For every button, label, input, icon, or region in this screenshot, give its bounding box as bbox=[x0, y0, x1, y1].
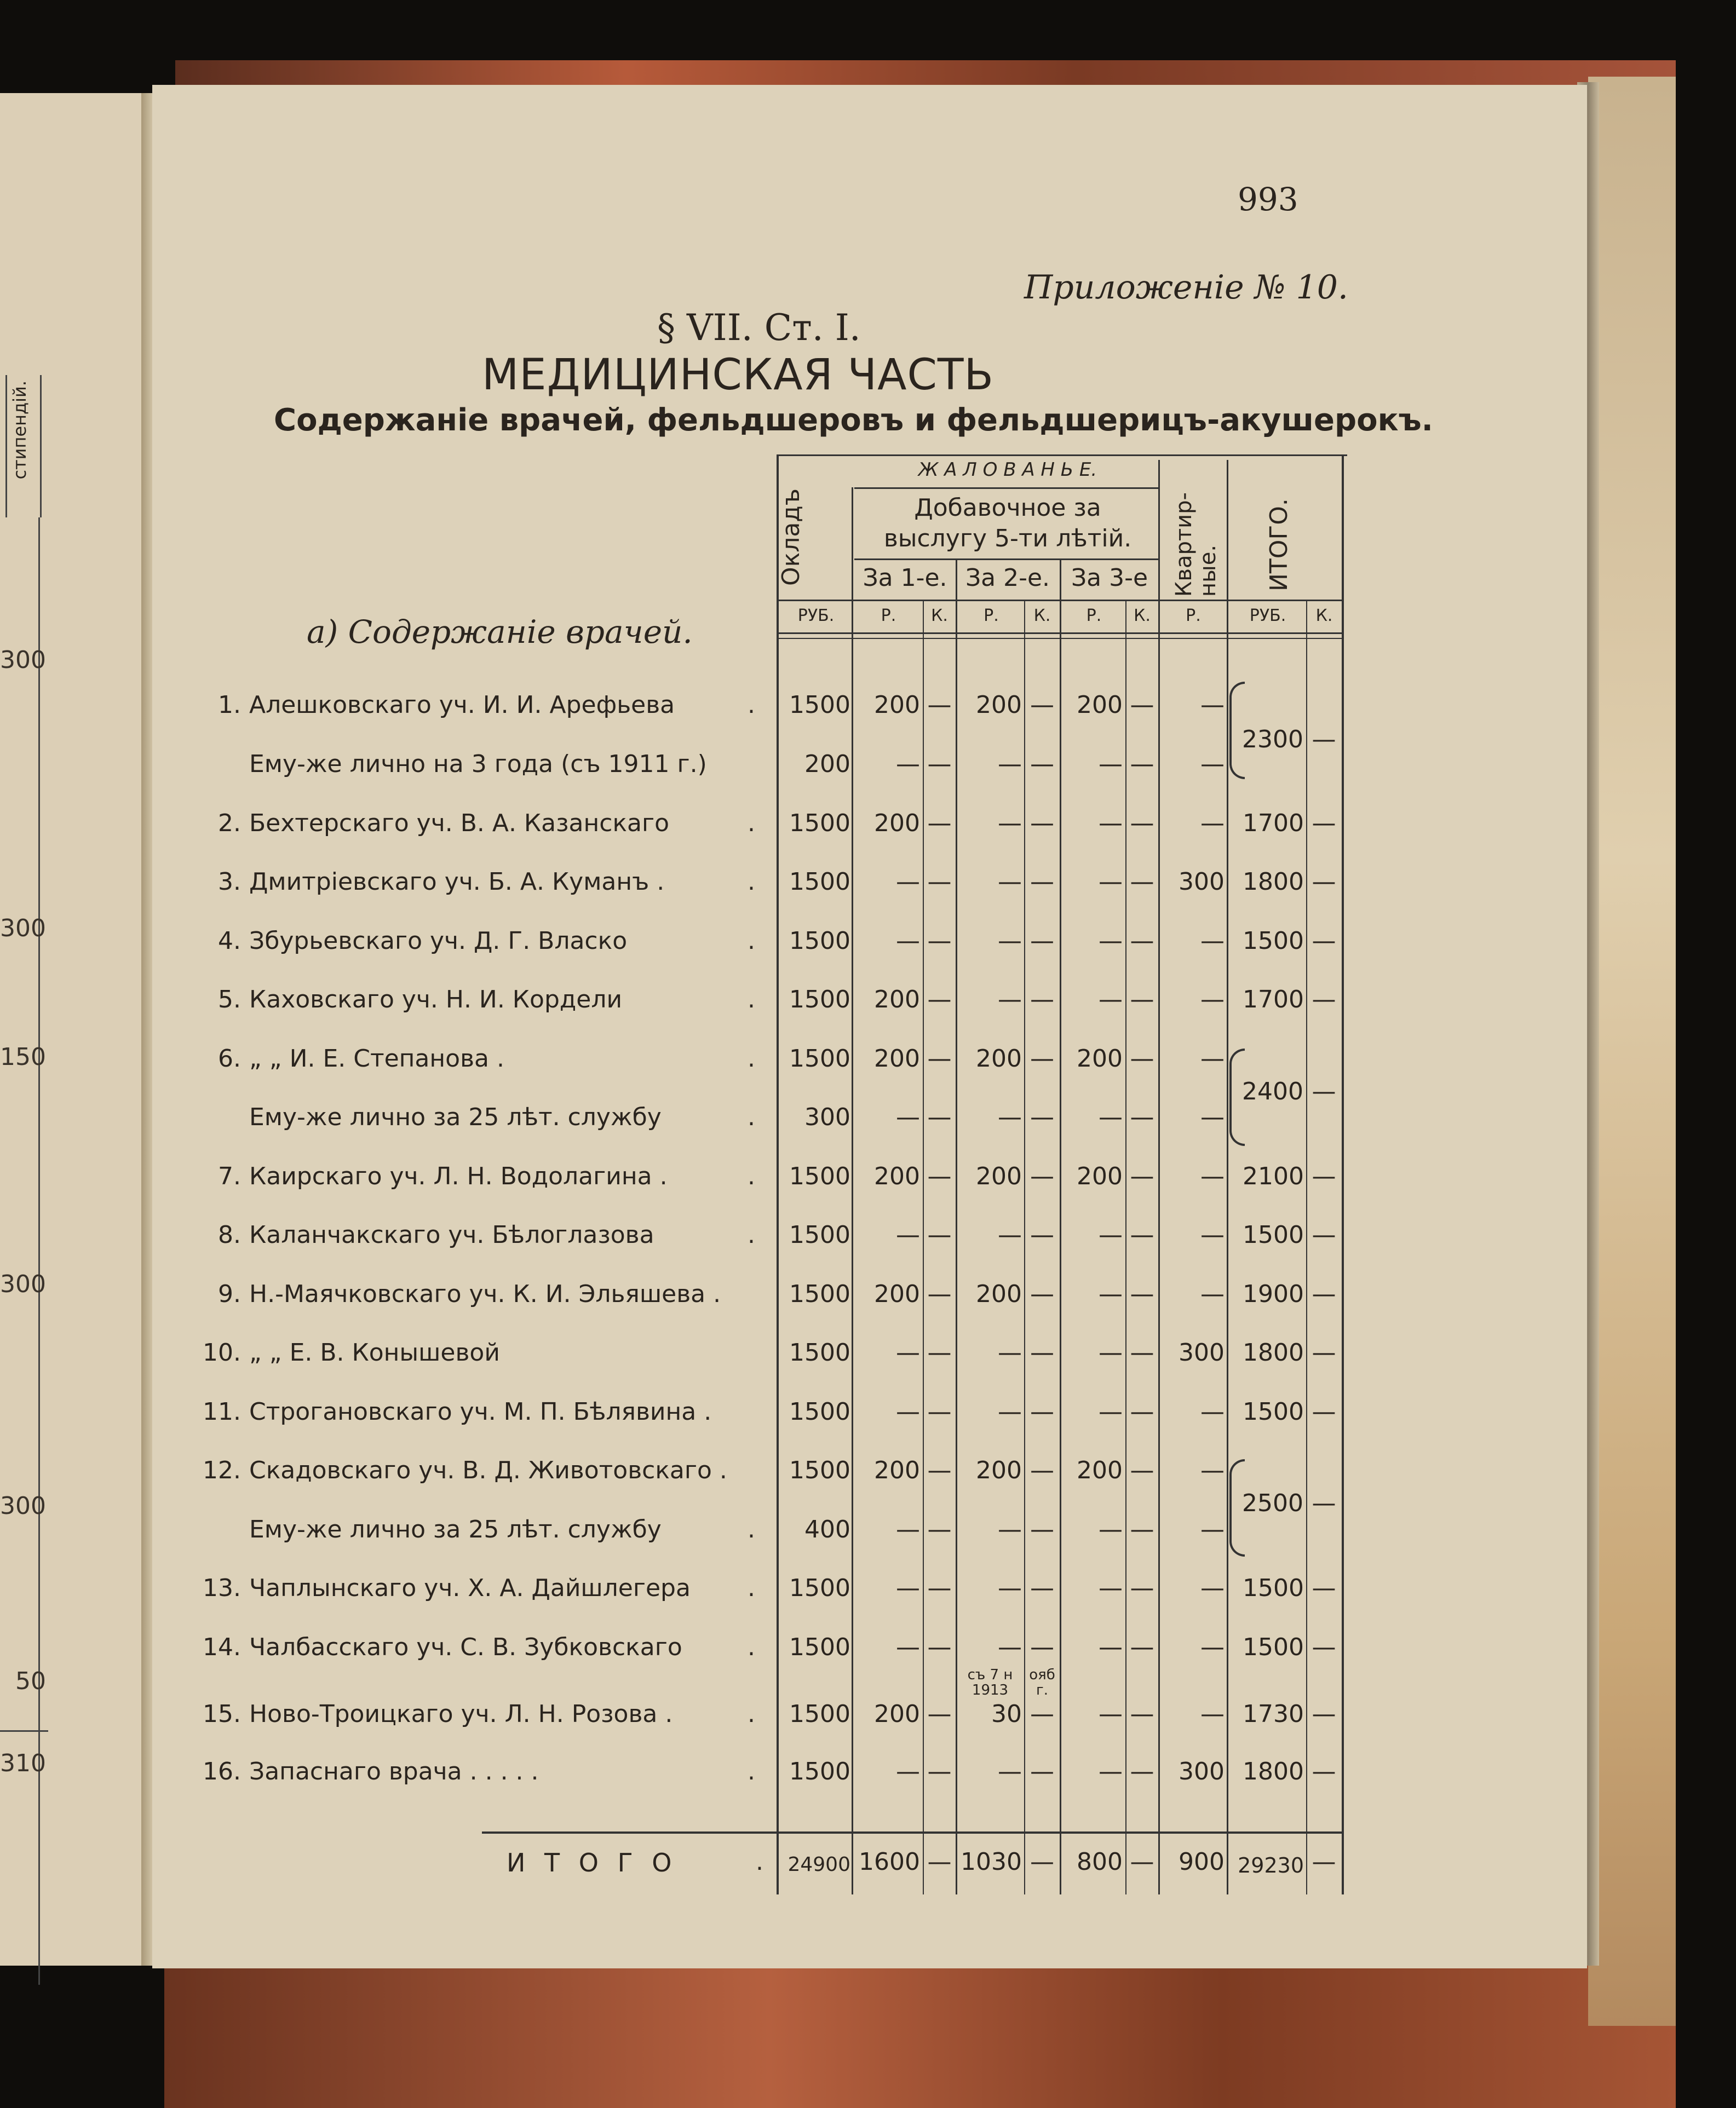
row-number: 13. bbox=[203, 1574, 241, 1602]
cell-kv: — bbox=[1200, 1045, 1225, 1073]
cell-z2r: 200 bbox=[976, 691, 1022, 719]
section-label: § VII. Ст. I. bbox=[657, 307, 861, 349]
row-leader-dot: . bbox=[748, 868, 755, 896]
cell-oklad: 1500 bbox=[789, 1221, 850, 1249]
cell-z3r: — bbox=[1099, 1280, 1123, 1308]
cell-z3r: — bbox=[1099, 868, 1123, 896]
cell-z3r: — bbox=[1099, 1398, 1123, 1426]
cell-oklad: 1500 bbox=[789, 1162, 850, 1190]
cell-itr: 1900 bbox=[1243, 1280, 1304, 1308]
row-leader-dot: . bbox=[748, 986, 755, 1013]
cell-z2k: — bbox=[1030, 986, 1054, 1013]
left-header-text: стипендій. bbox=[9, 381, 30, 480]
cell-z2k: — bbox=[1030, 750, 1054, 778]
left-number: 50 bbox=[15, 1667, 46, 1695]
cell-z2k: — bbox=[1030, 1456, 1054, 1484]
cell-itk: — bbox=[1312, 809, 1336, 837]
cell-oklad: 1500 bbox=[789, 927, 850, 955]
cell-z1k: — bbox=[927, 927, 952, 955]
cell-kv: — bbox=[1200, 1574, 1225, 1602]
row-leader-dot: . bbox=[748, 1162, 755, 1190]
cell-itk: — bbox=[1312, 1398, 1336, 1426]
cell-z2r: — bbox=[998, 1758, 1022, 1786]
cell-z2k: — bbox=[1030, 1574, 1054, 1602]
cell-oklad: 1500 bbox=[789, 1398, 850, 1426]
cell-z1k: — bbox=[927, 1456, 952, 1484]
row-name: Чаплынскаго уч. Х. А. Дайшлегера bbox=[249, 1574, 691, 1602]
left-page-sum-rule bbox=[0, 1730, 48, 1732]
cell-z2k: — bbox=[1030, 1221, 1054, 1249]
cell-kv: — bbox=[1200, 1456, 1225, 1484]
cell-z3r: — bbox=[1099, 1221, 1123, 1249]
cell-itr: 1500 bbox=[1243, 1633, 1304, 1661]
cell-z1r: — bbox=[896, 1103, 920, 1131]
cell-z1k: — bbox=[927, 986, 952, 1013]
total-oklad: 24900 bbox=[787, 1853, 850, 1876]
cell-oklad: 1500 bbox=[789, 1758, 850, 1786]
row-name: Ново-Троицкаго уч. Л. Н. Розова . bbox=[249, 1700, 673, 1728]
cell-oklad: 1500 bbox=[789, 986, 850, 1013]
cell-z3r: — bbox=[1099, 809, 1123, 837]
cell-z1k: — bbox=[927, 809, 952, 837]
cell-kv: — bbox=[1200, 691, 1225, 719]
row-name: Ему-же лично за 25 лѣт. службу bbox=[249, 1516, 662, 1543]
left-number: 300 bbox=[0, 646, 46, 674]
row-leader-dot: . bbox=[748, 691, 755, 719]
cell-z1r: 200 bbox=[874, 986, 920, 1013]
cell-oklad: 1500 bbox=[789, 1045, 850, 1073]
cell-z3r: 200 bbox=[1077, 1045, 1123, 1073]
cell-z1k: — bbox=[927, 1221, 952, 1249]
cell-z2k: — bbox=[1030, 868, 1054, 896]
total-z2k: — bbox=[1030, 1848, 1054, 1876]
cell-z3k: — bbox=[1130, 809, 1154, 837]
cell-oklad: 300 bbox=[804, 1103, 850, 1131]
row-name: Ему-же лично на 3 года (съ 1911 г.) bbox=[249, 750, 707, 778]
total-kv: 900 bbox=[1179, 1848, 1225, 1876]
cell-kv: — bbox=[1200, 1221, 1225, 1249]
cell-oklad: 1500 bbox=[789, 1280, 850, 1308]
cell-itk: — bbox=[1312, 986, 1336, 1013]
cell-z3k: — bbox=[1130, 1162, 1154, 1190]
left-page bbox=[0, 93, 141, 1966]
total-itogo-k: — bbox=[1312, 1848, 1336, 1876]
unit-rub-itogo: РУБ. bbox=[1249, 606, 1286, 625]
cell-z3k: — bbox=[1130, 1045, 1154, 1073]
cell-itk: — bbox=[1312, 1339, 1336, 1367]
cell-z1k: — bbox=[927, 750, 952, 778]
cell-oklad: 1500 bbox=[789, 1339, 850, 1367]
row-leader-dot: . bbox=[748, 1045, 755, 1073]
cell-oklad: 400 bbox=[804, 1516, 850, 1543]
row-number: 12. bbox=[203, 1456, 241, 1484]
row-name: Збурьевскаго уч. Д. Г. Власко bbox=[249, 927, 628, 955]
row-leader-dot: . bbox=[748, 1574, 755, 1602]
cell-z1r: 200 bbox=[874, 1280, 920, 1308]
left-number: 300 bbox=[0, 1492, 46, 1520]
row-leader-dot: . bbox=[748, 1516, 755, 1543]
cell-z2k: — bbox=[1030, 1103, 1054, 1131]
row-number: 16. bbox=[203, 1758, 241, 1786]
cell-z1r: — bbox=[896, 1516, 920, 1543]
cell-itr: 1500 bbox=[1243, 1221, 1304, 1249]
cell-z2k: — bbox=[1030, 1162, 1054, 1190]
cell-z3k: — bbox=[1130, 1103, 1154, 1131]
cell-oklad: 200 bbox=[804, 750, 850, 778]
header-group-rule bbox=[854, 487, 1158, 489]
bracket-total-k: — bbox=[1312, 1489, 1336, 1517]
cell-itk: — bbox=[1312, 1633, 1336, 1661]
cell-z2k: — bbox=[1030, 1758, 1054, 1786]
left-page-header bbox=[5, 375, 42, 517]
row-name: „ „ Е. В. Конышевой bbox=[249, 1339, 500, 1367]
cell-z2r: — bbox=[998, 1221, 1022, 1249]
cell-itk: — bbox=[1312, 868, 1336, 896]
row-name: Бехтерскаго уч. В. А. Казанскаго bbox=[249, 809, 670, 837]
row-number: 11. bbox=[203, 1398, 241, 1426]
col-sep-z2-k bbox=[1024, 600, 1025, 1894]
row-name: Дмитріевскаго уч. Б. А. Куманъ . bbox=[249, 868, 665, 896]
cell-z3k: — bbox=[1130, 1758, 1154, 1786]
bracket-total: 2400 bbox=[1242, 1078, 1303, 1105]
cell-itk: — bbox=[1312, 927, 1336, 955]
cell-z1k: — bbox=[927, 1162, 952, 1190]
left-number: 300 bbox=[0, 1270, 46, 1298]
cell-z2r: — bbox=[998, 809, 1022, 837]
cell-itr: 1800 bbox=[1243, 868, 1304, 896]
cell-oklad: 1500 bbox=[789, 691, 850, 719]
cell-z1k: — bbox=[927, 1045, 952, 1073]
row-15-note-c: ояб bbox=[1029, 1667, 1055, 1683]
cell-z2r: — bbox=[998, 750, 1022, 778]
row-name: Скадовскаго уч. В. Д. Животовскаго . bbox=[249, 1456, 727, 1484]
cell-itr: 1800 bbox=[1243, 1758, 1304, 1786]
cell-z1r: — bbox=[896, 1758, 920, 1786]
cell-z1r: 200 bbox=[874, 809, 920, 837]
unit-r-z3: Р. bbox=[1086, 606, 1102, 625]
cell-kv: — bbox=[1200, 1162, 1225, 1190]
row-15-note-d: г. bbox=[1036, 1682, 1048, 1698]
row-number: 1. bbox=[218, 691, 241, 719]
cell-z2r: 200 bbox=[976, 1456, 1022, 1484]
cell-z3k: — bbox=[1130, 1633, 1154, 1661]
cell-kv: — bbox=[1200, 809, 1225, 837]
book-cover-bottom bbox=[164, 1949, 1676, 2108]
header-za3: За 3-е bbox=[1071, 564, 1148, 592]
cell-z1r: — bbox=[896, 868, 920, 896]
cell-itr: 1700 bbox=[1243, 986, 1304, 1013]
cell-oklad: 1500 bbox=[789, 1456, 850, 1484]
cell-itr: 1800 bbox=[1243, 1339, 1304, 1367]
row-leader-dot: . bbox=[748, 809, 755, 837]
table-top-rule bbox=[778, 454, 1347, 456]
cell-z1r: 200 bbox=[874, 1700, 920, 1728]
cell-z3r: 200 bbox=[1077, 691, 1123, 719]
cell-itr: 1500 bbox=[1243, 1398, 1304, 1426]
cell-oklad: 1500 bbox=[789, 868, 850, 896]
cell-kv: — bbox=[1200, 750, 1225, 778]
row-name: Ему-же лично за 25 лѣт. службу bbox=[249, 1103, 662, 1131]
cell-z2k: — bbox=[1030, 1398, 1054, 1426]
cell-z2k: — bbox=[1030, 691, 1054, 719]
cell-z1k: — bbox=[927, 1633, 952, 1661]
cell-z1r: — bbox=[896, 1633, 920, 1661]
row-number: 5. bbox=[218, 986, 241, 1013]
cell-z2k: — bbox=[1030, 1700, 1054, 1728]
header-dobav: Добавочное за выслугу 5-ти лѣтій. bbox=[883, 494, 1132, 552]
row-name: Каирскаго уч. Л. Н. Водолагина . bbox=[249, 1162, 668, 1190]
cell-z1r: — bbox=[896, 750, 920, 778]
cell-z2r: 200 bbox=[976, 1280, 1022, 1308]
row-number: 2. bbox=[218, 809, 241, 837]
cell-kv: — bbox=[1200, 1516, 1225, 1543]
header-oklad bbox=[777, 488, 805, 586]
cell-kv: — bbox=[1200, 1398, 1225, 1426]
row-leader-dot: . bbox=[748, 1221, 755, 1249]
row-name: Строгановскаго уч. М. П. Бѣлявина . bbox=[249, 1398, 712, 1426]
cell-oklad: 1500 bbox=[789, 1700, 850, 1728]
cell-itr: 1730 bbox=[1243, 1700, 1304, 1728]
cell-z1k: — bbox=[927, 1516, 952, 1543]
cell-oklad: 1500 bbox=[789, 1574, 850, 1602]
header-za2: За 2-е. bbox=[965, 564, 1050, 592]
cell-z1k: — bbox=[927, 691, 952, 719]
row-name: „ „ И. Е. Степанова . bbox=[249, 1045, 504, 1073]
cell-z1r: 200 bbox=[874, 1162, 920, 1190]
table-left-rule bbox=[777, 454, 779, 1894]
cell-z1k: — bbox=[927, 1758, 952, 1786]
cell-z1r: — bbox=[896, 1339, 920, 1367]
bracket-total: 2500 bbox=[1242, 1489, 1303, 1517]
cell-z3k: — bbox=[1130, 1700, 1154, 1728]
cell-z2r: 30 bbox=[991, 1700, 1022, 1728]
cell-z1r: — bbox=[896, 1221, 920, 1249]
row-number: 4. bbox=[218, 927, 241, 955]
cell-itk: — bbox=[1312, 1162, 1336, 1190]
row-number: 3. bbox=[218, 868, 241, 896]
row-15-note-a: съ 7 н bbox=[967, 1667, 1013, 1683]
cell-z3k: — bbox=[1130, 750, 1154, 778]
unit-k-z1: К. bbox=[931, 606, 948, 625]
cell-z3r: — bbox=[1099, 1633, 1123, 1661]
unit-r-kv: Р. bbox=[1186, 606, 1201, 625]
cell-itr: 1500 bbox=[1243, 927, 1304, 955]
book-gutter bbox=[141, 93, 152, 1966]
cell-z3k: — bbox=[1130, 986, 1154, 1013]
unit-r-z2: Р. bbox=[984, 606, 999, 625]
cell-z3r: — bbox=[1099, 1516, 1123, 1543]
cell-z3k: — bbox=[1130, 1221, 1154, 1249]
cell-itk: — bbox=[1312, 1700, 1336, 1728]
cell-z1k: — bbox=[927, 1574, 952, 1602]
col-sep-z3-k bbox=[1125, 600, 1126, 1894]
unit-k-z3: К. bbox=[1134, 606, 1151, 625]
table-right-rule bbox=[1342, 454, 1344, 1894]
cell-kv: — bbox=[1200, 1700, 1225, 1728]
header-group: Ж А Л О В А Н Ь Е. bbox=[918, 459, 1097, 481]
appendix-label: Приложеніе № 10. bbox=[1024, 268, 1348, 307]
sub-heading: а) Содержаніе врачей. bbox=[307, 613, 693, 650]
row-name: Запаснаго врача . . . . . bbox=[249, 1758, 539, 1786]
cell-z2k: — bbox=[1030, 1516, 1054, 1543]
cell-z3k: — bbox=[1130, 868, 1154, 896]
cell-kv: — bbox=[1200, 986, 1225, 1013]
page-title: МЕДИЦИНСКАЯ ЧАСТЬ bbox=[482, 350, 995, 400]
row-leader-dot: . bbox=[748, 1633, 755, 1661]
cell-z2r: — bbox=[998, 927, 1022, 955]
cell-z3r: — bbox=[1099, 1574, 1123, 1602]
header-za1: За 1-е. bbox=[863, 564, 947, 592]
cell-z1r: 200 bbox=[874, 1456, 920, 1484]
row-name: Каланчакскаго уч. Бѣлоглазова bbox=[249, 1221, 654, 1249]
cell-z2r: — bbox=[998, 1339, 1022, 1367]
cell-itk: — bbox=[1312, 1221, 1336, 1249]
header-itogo-col: ИТОГО. bbox=[1265, 498, 1293, 591]
unit-k-itogo: К. bbox=[1315, 606, 1333, 625]
cell-z3r: — bbox=[1099, 1339, 1123, 1367]
cell-z3k: — bbox=[1130, 1456, 1154, 1484]
cell-z3r: — bbox=[1099, 1758, 1123, 1786]
unit-k-z2: К. bbox=[1033, 606, 1051, 625]
total-itogo: 29230 bbox=[1238, 1853, 1304, 1877]
book-cover-right bbox=[1588, 77, 1676, 2026]
cell-z3r: — bbox=[1099, 1700, 1123, 1728]
cell-kv: — bbox=[1200, 1103, 1225, 1131]
left-number: 300 bbox=[0, 914, 46, 942]
cell-z3k: — bbox=[1130, 1516, 1154, 1543]
cell-z1r: 200 bbox=[874, 691, 920, 719]
cell-z3r: 200 bbox=[1077, 1162, 1123, 1190]
total-z1k: — bbox=[927, 1848, 952, 1876]
cell-z1r: — bbox=[896, 1574, 920, 1602]
cell-oklad: 1500 bbox=[789, 1633, 850, 1661]
cell-itk: — bbox=[1312, 1758, 1336, 1786]
cell-z3k: — bbox=[1130, 1574, 1154, 1602]
cell-z2r: 200 bbox=[976, 1045, 1022, 1073]
cell-kv: 300 bbox=[1179, 868, 1225, 896]
cell-itk: — bbox=[1312, 1280, 1336, 1308]
cell-z3r: — bbox=[1099, 927, 1123, 955]
row-number: 15. bbox=[203, 1700, 241, 1728]
row-name: Н.-Маячковскаго уч. К. И. Эльяшева . bbox=[249, 1280, 721, 1308]
row-name: Чалбасскаго уч. С. В. Зубковскаго bbox=[249, 1633, 682, 1661]
cell-itk: — bbox=[1312, 1574, 1336, 1602]
col-sep-itogo-k bbox=[1306, 600, 1307, 1894]
cell-kv: — bbox=[1200, 1280, 1225, 1308]
row-name: Алешковскаго уч. И. И. Арефьева bbox=[249, 691, 675, 719]
cell-z1k: — bbox=[927, 868, 952, 896]
cell-z3r: — bbox=[1099, 750, 1123, 778]
cell-z1k: — bbox=[927, 1398, 952, 1426]
row-number: 14. bbox=[203, 1633, 241, 1661]
cell-z1k: — bbox=[927, 1103, 952, 1131]
cell-z2r: — bbox=[998, 1633, 1022, 1661]
page-number: 993 bbox=[1238, 181, 1298, 218]
row-leader-dot: . bbox=[748, 1700, 755, 1728]
row-number: 9. bbox=[218, 1280, 241, 1308]
total-z2r: 1030 bbox=[961, 1848, 1022, 1876]
bracket-total-k: — bbox=[1312, 1078, 1336, 1105]
total-label: И Т О Г О bbox=[507, 1848, 677, 1877]
bracket-total: 2300 bbox=[1242, 725, 1303, 753]
cell-z2r: — bbox=[998, 868, 1022, 896]
cell-z2r: 200 bbox=[976, 1162, 1022, 1190]
cell-z2r: — bbox=[998, 1398, 1022, 1426]
cell-z3k: — bbox=[1130, 1280, 1154, 1308]
header-kvartir: Квартир-ные. bbox=[1171, 492, 1221, 597]
cell-z3k: — bbox=[1130, 1339, 1154, 1367]
cell-z2k: — bbox=[1030, 809, 1054, 837]
header-dobav-rule bbox=[854, 558, 1158, 560]
left-number: 310 bbox=[0, 1749, 46, 1777]
total-z3r: 800 bbox=[1077, 1848, 1123, 1876]
cell-kv: — bbox=[1200, 927, 1225, 955]
cell-z2r: — bbox=[998, 1103, 1022, 1131]
col-sep-z1-k bbox=[923, 600, 924, 1894]
cell-z2k: — bbox=[1030, 1339, 1054, 1367]
total-z1r: 1600 bbox=[859, 1848, 920, 1876]
cell-z2k: — bbox=[1030, 1280, 1054, 1308]
cell-z1r: 200 bbox=[874, 1045, 920, 1073]
cell-z3k: — bbox=[1130, 927, 1154, 955]
cell-z1k: — bbox=[927, 1700, 952, 1728]
cell-z1k: — bbox=[927, 1280, 952, 1308]
cell-z2r: — bbox=[998, 986, 1022, 1013]
cell-z1k: — bbox=[927, 1339, 952, 1367]
cell-z3k: — bbox=[1130, 691, 1154, 719]
row-number: 7. bbox=[218, 1162, 241, 1190]
cell-z2k: — bbox=[1030, 1045, 1054, 1073]
cell-z1r: — bbox=[896, 1398, 920, 1426]
row-leader-dot: . bbox=[748, 1103, 755, 1131]
cell-z2k: — bbox=[1030, 1633, 1054, 1661]
cell-itr: 1700 bbox=[1243, 809, 1304, 837]
row-number: 8. bbox=[218, 1221, 241, 1249]
cell-itr: 1500 bbox=[1243, 1574, 1304, 1602]
cell-z3r: — bbox=[1099, 1103, 1123, 1131]
cell-z2k: — bbox=[1030, 927, 1054, 955]
cell-kv: — bbox=[1200, 1633, 1225, 1661]
unit-rub: РУБ. bbox=[797, 606, 835, 625]
total-dot: . bbox=[756, 1848, 763, 1876]
header-oklad-text: Окладъ bbox=[777, 488, 805, 586]
cell-z1r: — bbox=[896, 927, 920, 955]
cell-z3r: 200 bbox=[1077, 1456, 1123, 1484]
cell-z3r: — bbox=[1099, 986, 1123, 1013]
left-number: 150 bbox=[0, 1043, 46, 1071]
bracket-total-k: — bbox=[1312, 725, 1336, 753]
row-leader-dot: . bbox=[748, 927, 755, 955]
total-z3k: — bbox=[1130, 1848, 1154, 1876]
row-number: 10. bbox=[203, 1339, 241, 1367]
cell-z3k: — bbox=[1130, 1398, 1154, 1426]
cell-itr: 2100 bbox=[1243, 1162, 1304, 1190]
cell-kv: 300 bbox=[1179, 1339, 1225, 1367]
unit-r-z1: Р. bbox=[881, 606, 896, 625]
cell-z2r: — bbox=[998, 1574, 1022, 1602]
page-subtitle: Содержаніе врачей, фельдшеровъ и фельдшерицъ-акушерокъ. bbox=[274, 402, 1433, 438]
row-15-note-b: 1913 bbox=[972, 1682, 1009, 1698]
row-number: 6. bbox=[218, 1045, 241, 1073]
row-name: Каховскаго уч. Н. И. Кордели bbox=[249, 986, 623, 1013]
total-top-rule bbox=[482, 1831, 1342, 1834]
cell-kv: 300 bbox=[1179, 1758, 1225, 1786]
cell-z2r: — bbox=[998, 1516, 1022, 1543]
row-leader-dot: . bbox=[748, 1758, 755, 1786]
cell-oklad: 1500 bbox=[789, 809, 850, 837]
